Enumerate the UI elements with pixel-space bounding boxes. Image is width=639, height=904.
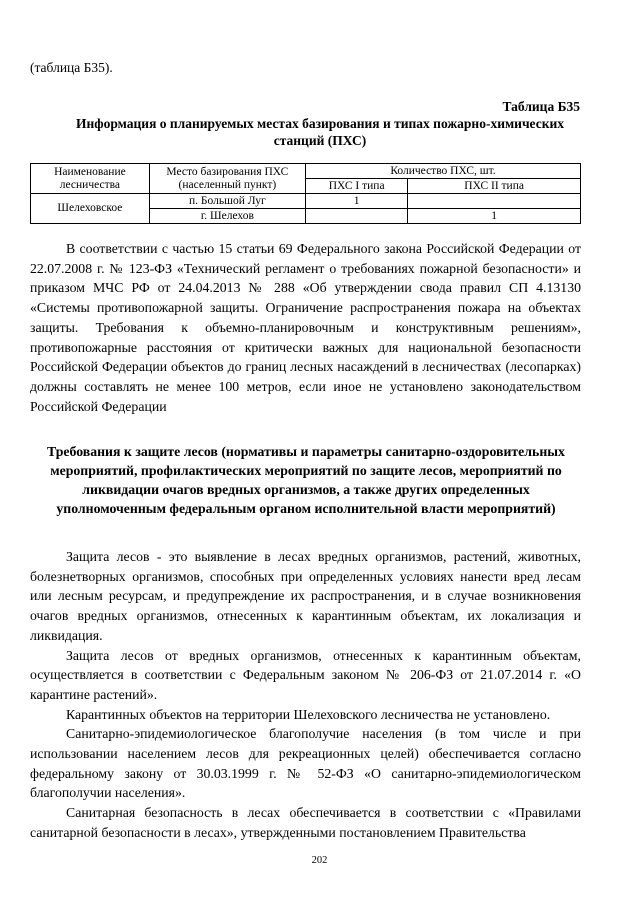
table-row	[31, 194, 581, 209]
section-heading: Требования к защите лесов (нормативы и параметры санитарно-оздоровительных мероприятий, профилактических мероприятий по защите лесов, мероприятий по ликвидации очагов вредных организмов, а также других определенных уполномоченным федеральным органом исполнительной власти мероприятий)	[47, 444, 565, 516]
header-type1: ПХС I типа	[305, 179, 407, 194]
paragraph-text: Санитарная безопасность в лесах обеспечивается в соответствии с «Правилами санитарной безопасности в лесах», утвержденными постановлением Правительства	[30, 805, 581, 840]
cell-type1: 1	[305, 194, 407, 209]
cell-type2	[408, 194, 581, 209]
cell-forestry-name: Шелеховское	[31, 194, 150, 224]
header-type2: ПХС II типа	[408, 179, 581, 194]
header-count: Количество ПХС, шт.	[305, 164, 580, 179]
paragraph-text: Санитарно-эпидемиологическое благополучие населения (в том числе и при использовании населением лесов для рекреационных целей) обеспечивается согласно федеральному закону от 30.03.1999 г. № 52-ФЗ «О санитарно-эпидемиологическом благополучии населения».	[30, 726, 581, 801]
fire-distance-paragraph	[30, 239, 581, 416]
intro-text: (таблица Б35).	[30, 60, 113, 75]
pxs-table	[30, 163, 581, 224]
cell-location: г. Шелехов	[149, 209, 305, 224]
header-forestry: Наименование лесничества	[31, 164, 150, 194]
header-location: Место базирования ПХС (населенный пункт)	[149, 164, 305, 194]
paragraph-text: В соответствии с частью 15 статьи 69 Федерального закона Российской Федерации от 22.07.2008 г. № 123-ФЗ «Технический регламент о требованиях пожарной безопасности» и приказом МЧС РФ от 24.04.2013 № 288 «Об утверждении свода правил СП 4.13130 «Системы противопожарной защиты. Ограничение распространения пожара на объектах защиты. Требования к объемно-планировочным и конструктивным решениям», противопожарные расстояния от критически важных для национальной безопасности Российской Федерации объектов до границ лесных насаждений в лесничествах (лесопарках) должны составлять не менее 100 метров, если иное не установлено законодательством Российской Федерации	[30, 241, 581, 414]
page-number: 202	[311, 855, 328, 866]
paragraph-text: Защита лесов - это выявление в лесах вредных организмов, растений, животных, болезнетворных организмов, способных при определенных условиях нанести вред лесам или лесным ресурсам, и предупреждение их распространения, и в случае возникновения очагов вредных организмов, отнесенных к карантинным объектам, их локализация и ликвидация.	[30, 549, 581, 643]
paragraph-text: Защита лесов от вредных организмов, отнесенных к карантинным объектам, осуществляется в соответствии с Федеральным законом № 206-ФЗ от 21.07.2014 г. «О карантине растений».	[30, 647, 581, 702]
forest-protection-section	[30, 547, 581, 843]
cell-location: п. Большой Луг	[149, 194, 305, 209]
table-title: Информация о планируемых местах базирования и типах пожарно-химических станций (ПХС)	[75, 116, 565, 148]
paragraph-text: Карантинных объектов на территории Шелеховского лесничества не установлено.	[66, 706, 551, 722]
cell-type1	[305, 209, 407, 224]
table-header-row	[31, 164, 581, 179]
table-number: Таблица Б35	[502, 99, 580, 114]
cell-type2: 1	[408, 209, 581, 224]
